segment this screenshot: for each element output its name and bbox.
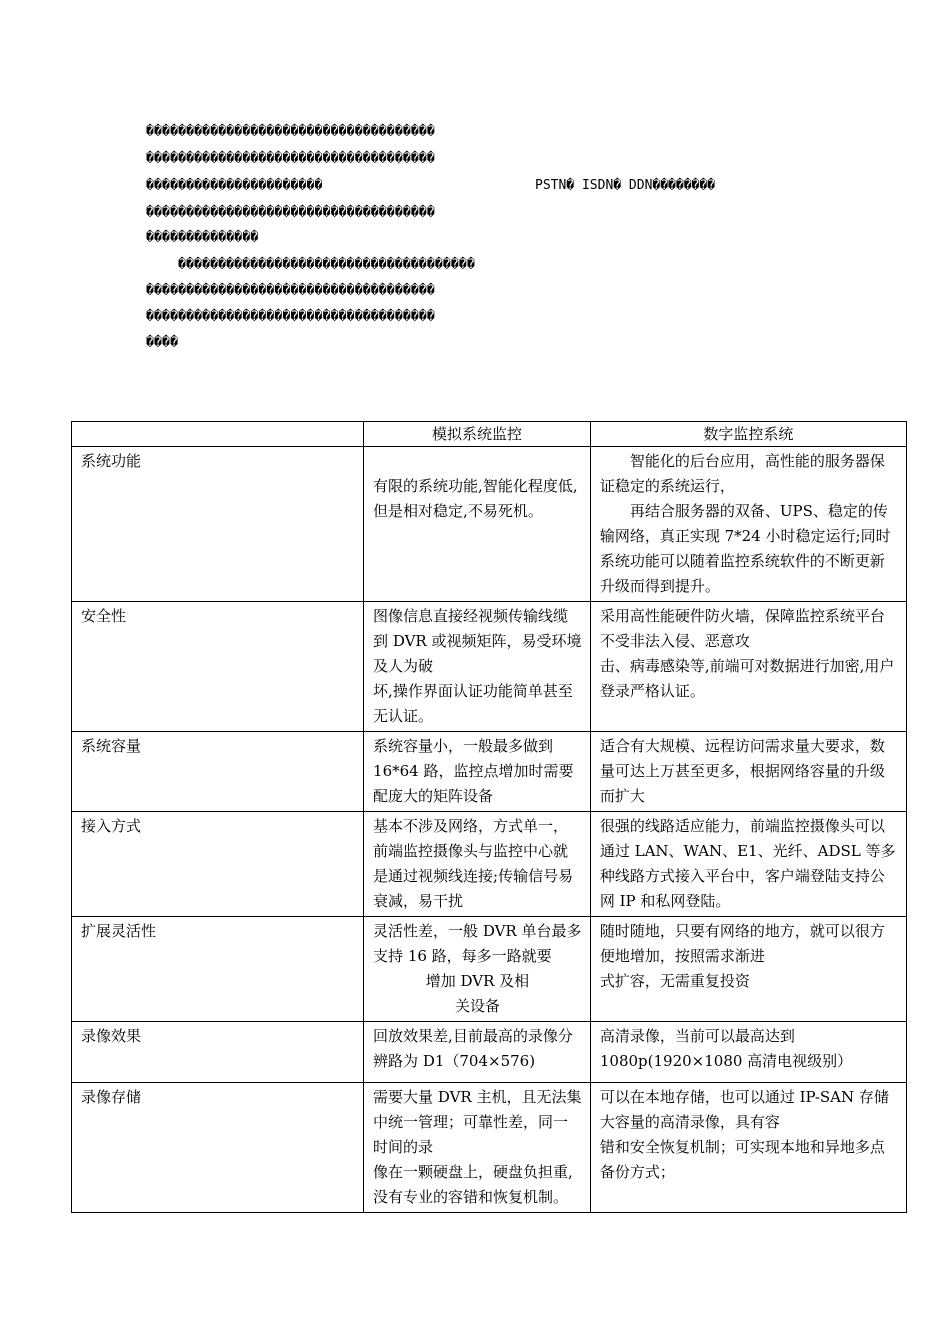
digital-cell: [590, 447, 906, 602]
cell-text: 关设备: [454, 997, 500, 1015]
table-row: [72, 602, 907, 732]
cell-text: 高清录像，当前可以最高达到 1080p(1920×1080 高清电视级别）: [599, 1027, 853, 1070]
row-label: 录像存储: [72, 1083, 364, 1213]
digital-cell: [590, 602, 906, 732]
cell-text: 击、病毒感染等,前端可对数据进行加密,用户登录严格认证。: [599, 657, 895, 700]
paragraph-line-5: ��������������: [146, 230, 259, 245]
cell-text: 采用高性能硬件防火墙，保障监控系统平台不受非法入侵、恶意攻: [599, 607, 885, 650]
header-cell-digital: 数字监控系统: [590, 422, 906, 447]
table-row: [72, 732, 907, 812]
cell-text: 系统容量小，一般最多做到 16*64 路，监控点增加时需要配庞大的矩阵设备: [373, 737, 574, 805]
digital-cell: [590, 812, 906, 917]
analog-cell: [364, 812, 591, 917]
cell-text: 灵活性差，一般 DVR 单台最多支持 16 路，每多一路就要: [373, 922, 582, 965]
analog-cell: [364, 917, 591, 1022]
paragraph-line-3: ����������������������: [146, 178, 323, 193]
analog-cell: [364, 447, 591, 602]
analog-cell: [364, 732, 591, 812]
digital-cell: [590, 1083, 906, 1213]
header-cell-analog: 模拟系统监控: [364, 422, 591, 447]
table-row: [72, 812, 907, 917]
cell-text: 错和安全恢复机制；可实现本地和异地多点备份方式；: [599, 1138, 885, 1181]
cell-text: 可以在本地存储，也可以通过 IP-SAN 存储大容量的高清录像，具有容: [599, 1088, 889, 1131]
cell-text: 基本不涉及网络，方式单一，前端监控摄像头与监控中心就是通过视频线连接;传输信号易衰减，易干扰: [373, 817, 574, 910]
paragraph-line-7: ������������������������������������: [146, 283, 435, 298]
paragraph-line-9: ����: [146, 335, 179, 350]
cell-text: 增加 DVR 及相: [425, 972, 530, 990]
analog-cell: [364, 1083, 591, 1213]
cell-text: 像在一颗硬盘上，硬盘负担重,没有专业的容错和恢复机制。: [373, 1163, 573, 1206]
cell-text: 随时随地，只要有网络的地方，就可以很方便地增加，按照需求渐进: [599, 922, 885, 965]
row-label: 安全性: [72, 602, 364, 732]
cell-text: 图像信息直接经视频传输线缆到 DVR 或视频矩阵，易受环境及人为破: [373, 607, 582, 675]
row-label: 系统容量: [72, 732, 364, 812]
paragraph-line-4: ������������������������������������: [146, 205, 435, 220]
table-row: [72, 447, 907, 602]
table-row: [72, 917, 907, 1022]
table-header-row: [72, 422, 907, 447]
paragraph-line-8: ������������������������������������: [146, 309, 435, 324]
paragraph-line-1: ������������������������������������: [146, 124, 435, 139]
digital-cell: [590, 732, 906, 812]
cell-text: 回放效果差,目前最高的录像分辨路为 D1（704×576): [373, 1027, 573, 1070]
analog-cell: [364, 1022, 591, 1083]
analog-cell: [364, 602, 591, 732]
cell-text: 适合有大规模、远程访问需求量大要求，数量可达上万甚至更多，根据网络容量的升级而扩大: [599, 737, 885, 805]
table-row: [72, 1022, 907, 1083]
digital-cell: [590, 1022, 906, 1083]
paragraph-line-3-tail: PSTN� ISDN� DDN��������: [535, 178, 716, 193]
cell-text: 式扩容，无需重复投资: [599, 972, 750, 990]
cell-text: 很强的线路适应能力，前端监控摄像头可以通过 LAN、WAN、E1、光纤、ADSL 等多种线路方式接入平台中，客户端登陆支持公网 IP 和私网登陆。: [599, 817, 896, 910]
cell-text: 有限的系统功能,智能化程度低,但是相对稳定,不易死机。: [373, 477, 578, 520]
row-label: 扩展灵活性: [72, 917, 364, 1022]
cell-text: 坏,操作界面认证功能简单甚至无认证。: [373, 682, 573, 725]
paragraph-line-2: ������������������������������������: [146, 151, 435, 166]
digital-cell: [590, 917, 906, 1022]
table-row: [72, 1083, 907, 1213]
paragraph-line-6: �������������������������������������: [178, 257, 475, 272]
cell-text: 智能化的后台应用，高性能的服务器保证稳定的系统运行，: [599, 452, 885, 495]
row-label: 接入方式: [72, 812, 364, 917]
comparison-table: [71, 421, 907, 1213]
cell-text: 需要大量 DVR 主机，且无法集中统一管理；可靠性差，同一时间的录: [373, 1088, 582, 1156]
cell-text: 再结合服务器的双备、UPS、稳定的传输网络，真正实现 7*24 小时稳定运行;同时系统功能可以随着监控系统软件的不断更新升级而得到提升。: [599, 502, 891, 595]
header-cell-label: [72, 422, 364, 447]
row-label: 系统功能: [72, 447, 364, 602]
row-label: 录像效果: [72, 1022, 364, 1083]
